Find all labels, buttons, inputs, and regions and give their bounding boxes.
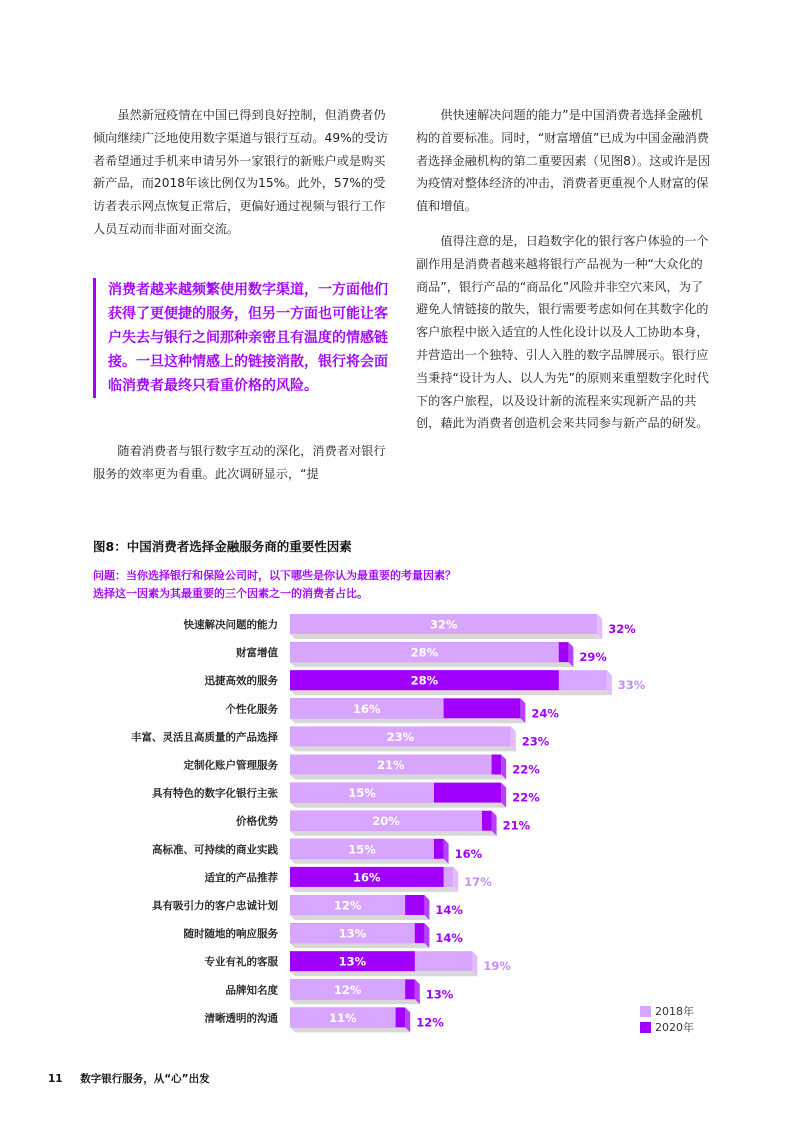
inner-value-label: 28% (410, 673, 439, 688)
bar-shadow (290, 718, 525, 723)
bar-shadow (290, 831, 497, 836)
category-label: 专业有礼的客服 (204, 956, 278, 969)
inner-value-label: 23% (386, 729, 415, 744)
bar-shadow (290, 662, 573, 667)
category-label: 定制化账户管理服务 (183, 759, 278, 772)
bar-shadow (290, 943, 429, 948)
outer-value-label: 33% (617, 678, 646, 693)
outer-value-label: 14% (435, 931, 463, 946)
left-paragraph-1: 虽然新冠疫情在中国已得到良好控制，但消费者仍倾向继续广泛地使用数字渠道与银行互动。49%的受访者希望通过手机来申请另外一家银行的新账户或是购买新产品，而2018年该比例仅为15%。此外，57%的受访者表示网点恢复正常后，更偏好通过视频与银行工作人员互动而非面对面交流。 (93, 108, 389, 236)
category-label: 快速解决问题的能力 (183, 619, 278, 631)
outer-value-label: 14% (435, 903, 463, 917)
category-label: 价格优势 (236, 815, 278, 828)
inner-value-label: 16% (353, 870, 381, 885)
bar-shadow (290, 775, 506, 780)
outer-value-label: 22% (512, 762, 540, 777)
right-column (416, 104, 712, 435)
pull-quote: 消费者越来越频繁使用数字渠道，一方面他们获得了更便捷的服务，但另一方面也可能让客户失去与银行之间那种亲密且有温度的情感链接。一旦这种情感上的链接消散，银行将会面临消费者最终只看重价格的风险。 (93, 278, 398, 398)
bar-shadow (290, 634, 602, 639)
category-label: 高标准、可持续的商业实践 (152, 843, 278, 856)
inner-value-label: 16% (353, 701, 381, 716)
bar-shadow (290, 999, 420, 1004)
right-paragraph-1: 供快速解决问题的能力”是中国消费者选择金融机构的首要标准。同时，“财富增值”已成为中国金融消费者选择金融机构的第二重要因素（见图8）。这或许是因为疫情对整体经济的冲击，消费者更重视个人财富的保值和增值。 (416, 108, 711, 214)
category-label: 丰富、灵活且高质量的产品选择 (131, 731, 278, 744)
figure-title: 图8：中国消费者选择金融服务商的重要性因素 (93, 539, 352, 554)
inner-value-label: 28% (410, 645, 439, 660)
inner-value-label: 11% (329, 1010, 357, 1025)
inner-value-label: 20% (372, 814, 400, 829)
legend-swatch-2020 (640, 1022, 651, 1033)
right-paragraph-2: 值得注意的是，日趋数字化的银行客户体验的一个副作用是消费者越来越将银行产品视为一种“大众化的商品”，银行产品的“商品化”风险并非空穴来风，为了避免人情链接的散失，银行需要考虑如何在其数字化的客户旅程中嵌入适宜的人性化设计以及人工协助本身，并营造出一个独特、引人入胜的数字品牌展示。银行应当秉持“设计为人、以人为先”的原则来重塑数字化时代下的客户旅程，以及设计新的流程来实现新产品的共创，藉此为消费者创造机会来共同参与新产品的研发。 (416, 233, 709, 431)
outer-value-label: 21% (502, 818, 531, 833)
inner-value-label: 13% (338, 926, 367, 941)
outer-value-label: 12% (416, 1015, 444, 1030)
inner-value-label: 32% (429, 617, 458, 632)
inner-value-label: 15% (348, 786, 376, 801)
category-label: 个性化服务 (225, 703, 278, 716)
page-number: 11 (48, 1073, 63, 1085)
legend-swatch-2018 (640, 1006, 651, 1017)
legend-item-2018 (640, 1003, 694, 1019)
outer-value-label: 22% (512, 790, 540, 805)
outer-value-label: 17% (464, 874, 492, 889)
legend-label-2020: 2020年 (655, 1021, 694, 1034)
bar-chart (0, 600, 793, 1040)
category-label: 迅捷高效的服务 (204, 675, 278, 688)
inner-value-label: 12% (333, 898, 362, 913)
bar-shadow (290, 803, 506, 808)
left-column (93, 104, 389, 241)
outer-value-label: 19% (483, 959, 511, 974)
category-label: 适宜的产品推荐 (204, 871, 278, 884)
bar-shadow (290, 971, 477, 976)
outer-value-label: 24% (531, 706, 559, 721)
bar-shadow (290, 859, 449, 864)
inner-value-label: 21% (377, 758, 405, 772)
bar-shadow (290, 746, 516, 751)
category-label: 品牌知名度 (225, 984, 278, 997)
legend-label-2018: 2018年 (655, 1005, 694, 1018)
left-column-bottom (93, 440, 389, 486)
outer-value-label: 16% (454, 846, 483, 861)
category-label: 清晰透明的沟通 (204, 1012, 278, 1025)
bar-shadow (290, 915, 429, 920)
footer-title: 数字银行服务，从“心”出发 (80, 1073, 210, 1085)
category-label: 具有特色的数字化银行主张 (152, 787, 278, 800)
legend-item-2020 (640, 1019, 694, 1035)
page-footer (48, 1071, 224, 1086)
outer-value-label: 29% (579, 650, 607, 665)
category-label: 财富增值 (236, 647, 278, 660)
bar-shadow (290, 690, 612, 695)
left-paragraph-2: 随着消费者与银行数字互动的深化，消费者对银行服务的效率更为看重。此次调研显示，“提 (93, 444, 386, 481)
outer-value-label: 32% (608, 622, 636, 636)
category-label: 具有吸引力的客户忠诚计划 (152, 900, 278, 912)
figure-subtitle: 选择这一因素为其最重要的三个因素之一的消费者占比。 (93, 587, 368, 600)
category-label: 随时随地的响应服务 (183, 928, 278, 941)
outer-value-label: 23% (521, 734, 550, 749)
bar-shadow (290, 887, 458, 892)
inner-value-label: 15% (348, 842, 376, 857)
bar-shadow (290, 1027, 410, 1032)
figure-question: 问题：当你选择银行和保险公司时，以下哪些是你认为最重要的考量因素？ (93, 569, 456, 582)
inner-value-label: 12% (333, 982, 362, 997)
outer-value-label: 13% (425, 987, 454, 1002)
chart-legend (640, 1003, 694, 1035)
inner-value-label: 13% (338, 954, 367, 969)
